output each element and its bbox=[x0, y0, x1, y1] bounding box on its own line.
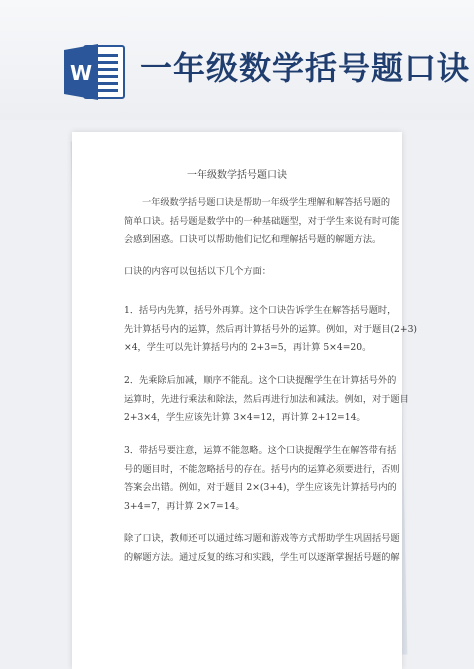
text-line: 2．先乘除后加减，顺序不能乱。这个口诀提醒学生在计算括号外的 bbox=[124, 375, 397, 386]
text-line: 口诀的内容可以包括以下几个方面： bbox=[124, 266, 271, 277]
point-3-paragraph bbox=[124, 442, 400, 516]
text-line: 除了口诀，教师还可以通过练习题和游戏等方式帮助学生巩固括号题 bbox=[124, 533, 400, 544]
text-line: 简单口诀。括号题是数学中的一种基础题型，对于学生来说有时可能 bbox=[124, 215, 400, 227]
text-line: 会感到困惑。口诀可以帮助他们记忆和理解括号题的解题方法。 bbox=[124, 234, 382, 245]
text-line: 一年级数学括号题口诀是帮助一年级学生理解和解答括号题的 bbox=[142, 197, 391, 208]
text-line: 号的题目时，不能忽略括号的存在。括号内的运算必须要进行，否则 bbox=[124, 463, 400, 475]
text-line: 3．带括号要注意，运算不能忽略。这个口诀提醒学生在解答带有括 bbox=[124, 445, 397, 456]
word-icon-letter: W bbox=[69, 61, 93, 85]
word-document-icon bbox=[62, 40, 128, 104]
closing-paragraph bbox=[124, 530, 400, 567]
point-2-paragraph bbox=[124, 372, 409, 428]
point-1-paragraph bbox=[124, 302, 417, 358]
text-line: 2+3×4，学生应该先计算 3×4=12，再计算 2+12=14。 bbox=[124, 412, 366, 423]
intro-paragraph bbox=[124, 194, 400, 250]
text-line: ×4，学生可以先计算括号内的 2+3=5，再计算 5×4=20。 bbox=[124, 342, 372, 353]
lead-paragraph bbox=[124, 263, 370, 282]
text-line: 先计算括号内的运算，然后再计算括号外的运算。例如，对于题目(2+3) bbox=[124, 323, 417, 335]
document-title: 一年级数学括号题口诀 bbox=[187, 170, 287, 181]
document-page bbox=[72, 132, 417, 669]
text-line: 3+4=7，再计算 2×7=14。 bbox=[124, 500, 245, 512]
text-line: 答案会出错。例如，对于题目 2×(3+4)，学生应该先计算括号内的 bbox=[124, 482, 397, 493]
header-banner bbox=[0, 0, 474, 120]
page-title: 一年级数学括号题口诀 bbox=[140, 49, 471, 87]
text-line: 运算时，先进行乘法和除法，然后再进行加法和减法。例如，对于题目 bbox=[124, 393, 409, 405]
text-line: 1．括号内先算，括号外再算。这个口诀告诉学生在解答括号题时， bbox=[124, 305, 397, 316]
text-line: 的解题方法。通过反复的练习和实践，学生可以逐渐掌握括号题的解 bbox=[124, 551, 400, 563]
